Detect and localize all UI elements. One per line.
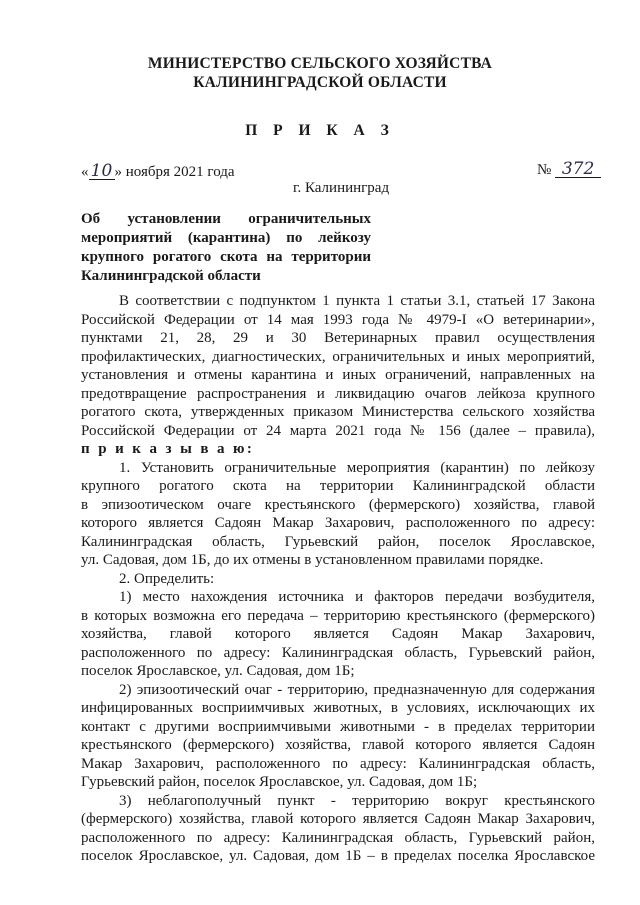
body-line: хозяйства, главой которого является Садоян Макар Захарович,: [81, 626, 595, 642]
body-line: крупного рогатого скота на территории Калининградской области: [81, 478, 595, 494]
date-open-quote: «: [81, 164, 89, 180]
body-line: расположенного по адресу: Калининградская область, Гурьевский район,: [81, 644, 595, 661]
body-line: Макар Захарович, расположенного по адресу: Калининградская область,: [81, 755, 595, 772]
body-line: 2. Определить:: [119, 570, 215, 587]
body-line: В соответствии с подпунктом 1 пункта 1 статьи 3.1, статьей 17 Закона: [119, 293, 595, 309]
body-line: поселок Ярославское, ул. Садовая, дом 1Б;: [81, 663, 355, 679]
body-line: предотвращение распространения и ликвидацию очагов лейкоза крупного: [81, 385, 595, 402]
date-day-handwritten: 10: [89, 164, 115, 180]
ministry-name-line2: КАЛИНИНГРАДСКОЙ ОБЛАСТИ: [193, 74, 447, 91]
body-line: контакт с другими восприимчивыми животными - в пределах территории: [81, 718, 595, 735]
body-line: инфицированных восприимчивых животных, в условиях, исключающих их: [81, 700, 595, 716]
city-name: г. Калининград: [293, 180, 390, 196]
body-line: Гурьевский район, поселок Ярославское, ул. Садовая, дом 1Б;: [81, 774, 478, 790]
body-line: поселок Ярославское, ул. Садовая, дом 1Б – в пределах поселка Ярославское: [81, 848, 595, 864]
body-line: 2) эпизоотический очаг - территорию, предназначенную для содержания: [119, 681, 595, 698]
order-subject: [81, 210, 371, 286]
body-line: рогатого скота, утвержденных приказом Министерства сельского хозяйства: [81, 404, 595, 420]
body-line: Российской Федерации от 24 марта 2021 года № 156 (далее – правила),: [81, 422, 595, 439]
body-line: 3) неблагополучный пункт - территорию вокруг крестьянского: [119, 792, 595, 809]
body-line: которого является Садоян Макар Захарович, расположенного по адресу:: [81, 515, 595, 531]
body-line: пунктами 21, 28, 29 и 30 Ветеринарных правил осуществления: [81, 330, 595, 346]
number-sign: №: [537, 162, 552, 178]
document-type-title: П Р И К А З: [245, 122, 395, 139]
ministry-name-line1: МИНИСТЕРСТВО СЕЛЬСКОГО ХОЗЯЙСТВА: [147, 55, 493, 72]
body-line: Российской Федерации от 14 мая 1993 года № 4979-I «О ветеринарии»,: [81, 311, 595, 328]
body-line: в эпизоотическом очаге крестьянского (фермерского) хозяйства, главой: [81, 496, 595, 513]
body-line: в которых возможна его передача – территорию крестьянского (фермерского): [81, 607, 595, 624]
subject-line: мероприятий (карантина) по лейкозу: [81, 230, 371, 246]
order-directive: п р и к а з ы в а ю:: [81, 441, 255, 457]
body-line: расположенного по адресу: Калининградская область, Гурьевский район,: [81, 829, 595, 846]
body-line: крестьянского (фермерского) хозяйства, главой которого является Садоян: [81, 737, 595, 753]
subject-line: Об установлении ограничительных: [81, 211, 371, 227]
order-date: [81, 161, 235, 181]
subject-line: крупного рогатого скота на территории: [81, 249, 371, 265]
body-line: ул. Садовая, дом 1Б, до их отмены в установленном правилами порядке.: [81, 552, 544, 568]
body-line: (фермерского) хозяйства, главой которого является Садоян Макар Захарович,: [81, 811, 595, 827]
body-line: 1) место нахождения источника и факторов передачи возбудителя,: [119, 589, 595, 605]
body-line: Калининградская область, Гурьевский район, поселок Ярославское,: [81, 533, 595, 550]
date-month-year: » ноября 2021 года: [114, 164, 235, 180]
body-line: 1. Установить ограничительные мероприятия (карантин) по лейкозу: [119, 459, 595, 476]
body-line: установления и отмены карантина и иных ограничений, направленных на: [81, 367, 595, 383]
order-number-handwritten: 372: [555, 162, 601, 178]
order-body: [81, 292, 595, 866]
body-line: профилактических, диагностических, ограничительных и иных мероприятий,: [81, 348, 595, 365]
order-number: [537, 159, 601, 179]
subject-line: Калининградской области: [81, 268, 261, 284]
